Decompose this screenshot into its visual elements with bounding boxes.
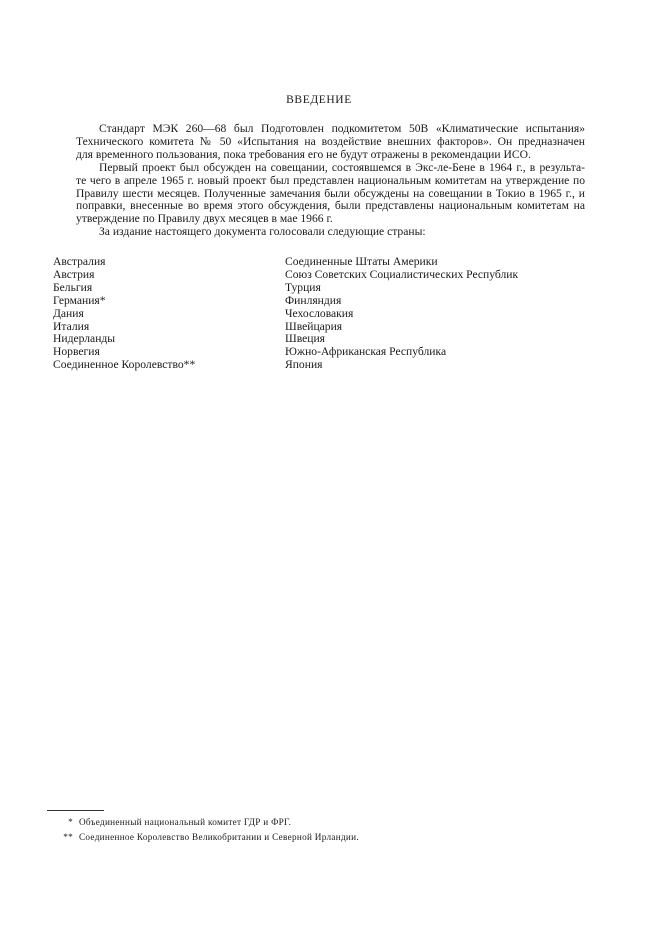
page-title: ВВЕДЕНИЕ xyxy=(286,94,352,106)
footnotes xyxy=(53,815,653,845)
country-item: Союз Советских Социалистических Республик xyxy=(285,267,519,281)
text-line: для временного пользования, пока требования его не будут отражены в рекомендации ИСО. xyxy=(76,147,531,161)
country-item: Финляндия xyxy=(285,293,342,307)
footnote-mark: ** xyxy=(63,832,73,842)
footnote-1 xyxy=(53,815,653,830)
text-line: Стандарт МЭК 260—68 был Подготовлен подкомитетом 50В «Климатические испытания» xyxy=(99,122,585,135)
country-item: Германия* xyxy=(53,293,106,307)
paragraph-2 xyxy=(53,162,585,227)
country-item: Чехословакия xyxy=(285,306,354,320)
country-item: Южно-Африканская Республика xyxy=(285,345,447,359)
footnote-text: Объединенный национальный комитет ГДР и ФРГ. xyxy=(79,817,292,827)
footnote-mark: * xyxy=(68,817,73,827)
country-item: Дания xyxy=(53,306,84,320)
country-item: Турция xyxy=(285,280,321,294)
country-item: Норвегия xyxy=(53,345,100,359)
introduction-text xyxy=(53,123,585,239)
footnote-divider xyxy=(47,810,104,811)
country-item: Италия xyxy=(53,319,90,333)
countries-column-right xyxy=(285,256,518,372)
country-item: Бельгия xyxy=(53,280,93,294)
paragraph-1 xyxy=(53,123,585,162)
text-line: Первый проект был обсужден на совещании, состоявшемся в Экс-ле-Бене в 1964 г., в результа- xyxy=(99,160,585,174)
text-line: утверждение по Правилу двух месяцев в мае 1966 г. xyxy=(76,212,333,226)
text-line: те чего в апреле 1965 г. новый проект был представлен национальным комитетам на утверждение по xyxy=(76,173,585,187)
country-item: Швеция xyxy=(285,332,325,346)
country-item: Нидерланды xyxy=(53,332,116,346)
country-item: Австралия xyxy=(53,255,106,268)
footnote-2 xyxy=(53,830,653,845)
countries-column-left xyxy=(53,256,195,372)
country-item: Соединенное Королевство** xyxy=(53,358,196,372)
footnote-text: Соединенное Королевство Великобритании и Северной Ирландии. xyxy=(79,832,359,842)
text-line: За издание настоящего документа голосовали следующие страны: xyxy=(99,225,426,239)
country-item: Швейцария xyxy=(285,319,343,333)
country-item: Япония xyxy=(285,358,323,372)
country-item: Соединенные Штаты Америки xyxy=(285,255,438,268)
text-line: Правилу шести месяцев. Полученные замечания были обсуждены на совещании в Токио в 1965 г., и xyxy=(76,186,585,200)
paragraph-3 xyxy=(53,226,585,239)
text-line: Технического комитета № 50 «Испытания на воздействие внешних факторов». Он предназначен xyxy=(76,134,585,148)
text-line: поправки, внесенные во время этого обсуждения, были представлены национальным комитетам на xyxy=(76,199,585,213)
country-item: Австрия xyxy=(53,267,95,281)
